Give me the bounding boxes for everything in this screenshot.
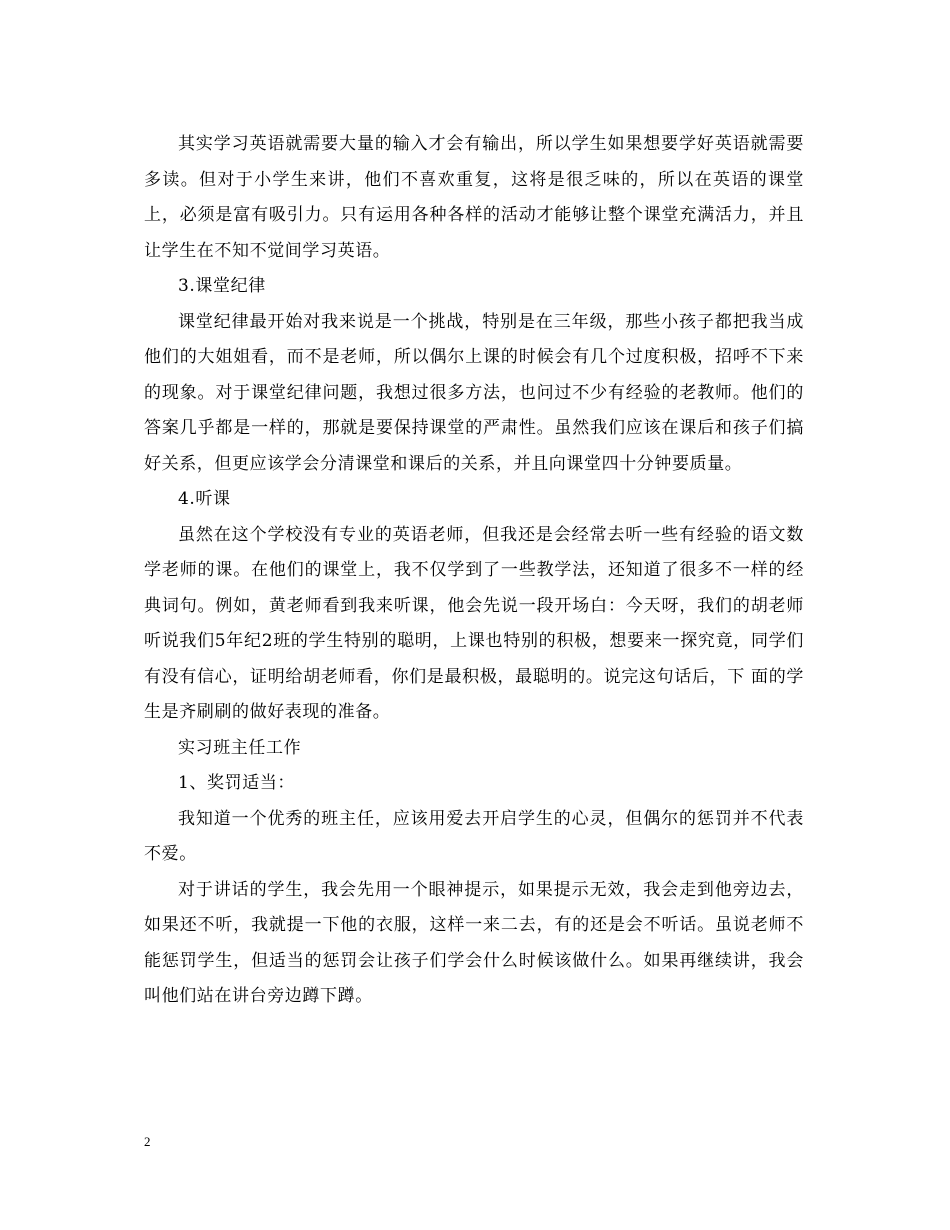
paragraph-english-input: 其实学习英语就需要大量的输入才会有输出，所以学生如果想要学好英语就需要多读。但对于小学生来讲，他们不喜欢重复，这将是很乏味的，所以在英语的课堂上，必须是富有吸引力。只有运用各种各样的活动才能够让整个课堂充满活力，并且让学生在不知不觉间学习英语。 [144, 134, 804, 261]
document-body [144, 127, 804, 1015]
paragraph-talking-students: 对于讲话的学生，我会先用一个眼神提示，如果提示无效，我会走到他旁边去，如果还不听，我就提一下他的衣服，这样一来二去，有的还是会不听话。虽说老师不能惩罚学生，但适当的惩罚会让孩子们学会什么时候该做什么。如果再继续讲，我会叫他们站在讲台旁边蹲下蹲。 [144, 879, 804, 1006]
heading-rewards-punishments: 1、奖罚适当： [178, 773, 296, 793]
heading-head-teacher-work: 实习班主任工作 [178, 737, 302, 758]
page-number: 2 [144, 1134, 151, 1149]
paragraph-classroom-discipline: 课堂纪律最开始对我来说是一个挑战，特别是在三年级，那些小孩子都把我当成他们的大姐姐看，而不是老师，所以偶尔上课的时候会有几个过度积极，招呼不下来的现象。对于课堂纪律问题，我想过很多方法，也问过不少有经验的老教师。他们的答案几乎都是一样的，那就是要保持课堂的严肃性。虽然我们应该在课后和孩子们搞好关系，但更应该学会分清课堂和课后的关系，并且向课堂四十分钟要质量。 [144, 311, 804, 474]
paragraph-lesson-observation: 虽然在这个学校没有专业的英语老师，但我还是会经常去听一些有经验的语文数学老师的课。在他们的课堂上，我不仅学到了一些教学法，还知道了很多不一样的经典词句。例如，黄老师看到我来听课，他会先说一段开场白：今天呀，我们的胡老师听说我们5年纪2班的学生特别的聪明，上课也特别的积极，想要来一探究竟，同学们有没有信心，证明给胡老师看，你们是最积极，最聪明的。说完这句话后，下 面的学生是齐刷刷的做好表现的准备。 [144, 524, 804, 722]
heading-classroom-discipline: 3.课堂纪律 [178, 276, 266, 296]
heading-lesson-observation: 4.听课 [178, 489, 231, 509]
paragraph-love-and-punishment: 我知道一个优秀的班主任，应该用爱去开启学生的心灵，但偶尔的惩罚并不代表不爱。 [144, 808, 804, 864]
